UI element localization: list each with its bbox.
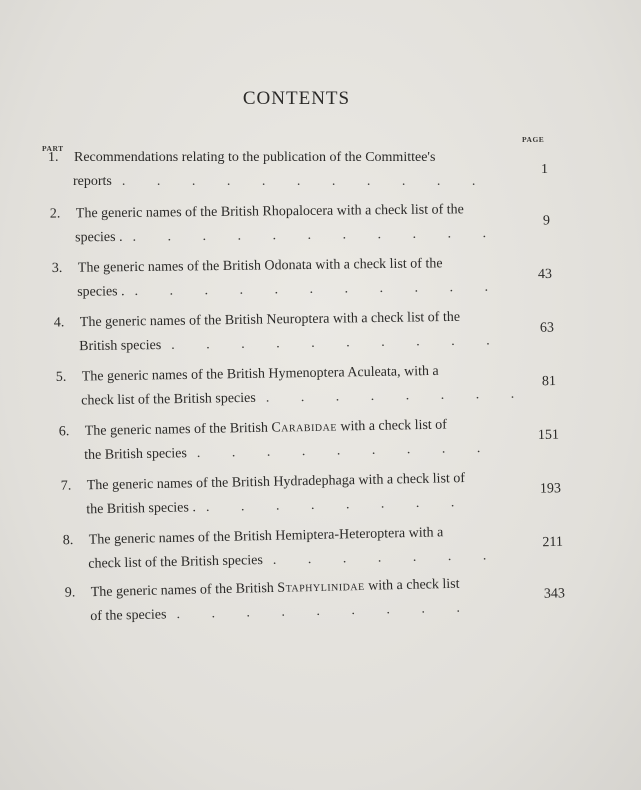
leader-dots: . . . . . . . . . . [171, 333, 504, 353]
part-number: 2. [49, 206, 61, 222]
leader-dots: . . . . . . . . [205, 494, 469, 516]
page-column-label: PAGE [522, 135, 545, 144]
page-number: 193 [539, 481, 562, 497]
entry-title-continued: British species [79, 337, 162, 355]
entry-title: The generic names of the British [84, 420, 272, 439]
toc-entry [63, 519, 564, 577]
entry-title: The generic names of the British Rhopalocera with a check list of the [75, 202, 464, 222]
entry-title-continued: check list of the British species [88, 553, 263, 572]
entry-title-rest: with a check list of [336, 417, 448, 435]
page-title: CONTENTS [242, 88, 351, 109]
toc-entry [59, 412, 560, 469]
part-number: 1. [48, 150, 59, 165]
page-number: 211 [542, 534, 564, 551]
page-number: 43 [537, 266, 553, 283]
entry-title: The generic names of the British Neuroptera with a check list of the [79, 309, 461, 331]
leader-dots: . . . . . . . . . [196, 440, 495, 461]
family-name: Carabidae [271, 419, 338, 436]
toc-entry [61, 465, 562, 523]
toc-entry [65, 570, 566, 629]
toc-entry [50, 197, 550, 250]
entry-title: Recommendations relating to the publication of the Committee's [74, 150, 436, 165]
entry-title-continued: the British species . [86, 500, 197, 518]
entry-title-continued: species . [75, 229, 123, 246]
leader-dots: . . . . . . . [272, 548, 501, 568]
toc-entry [52, 251, 553, 305]
entry-title: The generic names of the British Hydradephaga with a check list of [86, 471, 466, 494]
leader-dots: . . . . . . . . . [176, 600, 475, 623]
part-column-label: PART [42, 144, 64, 153]
part-number: 4. [53, 315, 65, 331]
part-number: 7. [60, 478, 72, 494]
leader-dots: . . . . . . . . . . . [134, 279, 503, 300]
part-number: 9. [64, 585, 76, 601]
page-number: 63 [539, 320, 555, 336]
entry-title: The generic names of the British [90, 580, 278, 601]
page-number: 151 [537, 427, 560, 444]
leader-dots: . . . . . . . . . . . [132, 225, 501, 245]
part-number: 8. [62, 533, 74, 549]
part-number: 5. [55, 369, 67, 385]
entry-title: The generic names of the British Hemiptera-Heteroptera with a [88, 525, 444, 548]
leader-dots: . . . . . . . . [265, 386, 529, 406]
toc-entry [54, 305, 555, 360]
toc-entry [56, 358, 557, 414]
family-name: Staphylinidae [277, 578, 365, 596]
entry-title-rest: with a check list [364, 576, 460, 594]
entry-title-continued: of the species [90, 607, 167, 625]
entry-title-continued: check list of the British species [81, 390, 256, 409]
entry-title: The generic names of the British Odonata with a check list of the [77, 256, 443, 276]
part-number: 3. [51, 260, 63, 277]
entry-title-continued: species . [77, 284, 125, 300]
toc-entry [48, 146, 548, 194]
page-number: 81 [541, 374, 557, 390]
leader-dots: . . . . . . . . . . . [121, 174, 490, 189]
part-number: 6. [58, 424, 70, 440]
entry-title: The generic names of the British Hymenoptera Aculeata, with a [81, 363, 439, 385]
page-number: 1 [541, 162, 548, 177]
page-number: 343 [543, 586, 566, 602]
entry-title-continued: reports [73, 174, 112, 189]
entry-title-continued: the British species [84, 446, 188, 463]
page-number: 9 [542, 213, 551, 229]
